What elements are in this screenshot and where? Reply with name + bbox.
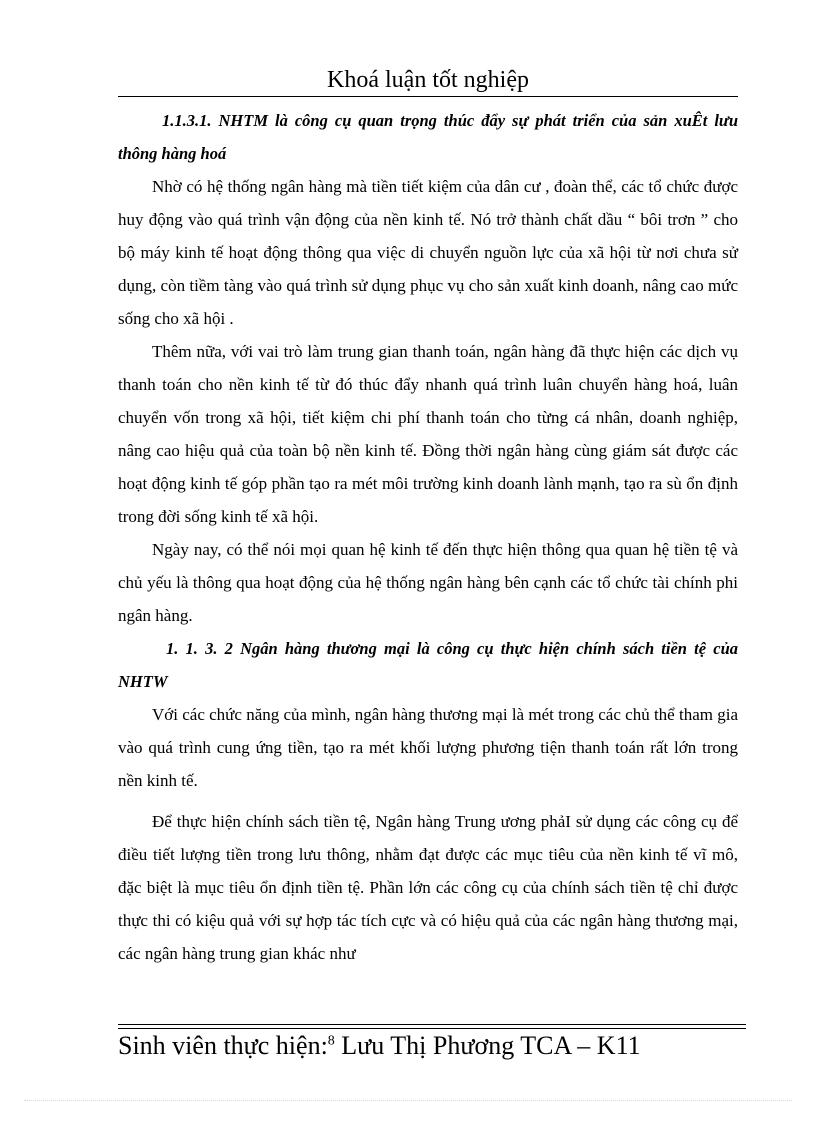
page-number: 8 [327, 1033, 335, 1049]
paragraph-1: Nhờ có hệ thống ngân hàng mà tiền tiết kiệm của dân cư , đoàn thể, các tổ chức được huy động vào quá trình vận động của nền kinh tế. Nó trở thành chất dầu “ bôi trơn ” cho bộ máy kinh tế hoạt động thông qua việc di chuyển nguồn lực của xã hội từ nơi chưa sử dụng, còn tiềm tàng vào quá trình sử dụng phục vụ cho sản xuất kinh doanh, nâng cao mức sống cho xã hội . [118, 177, 738, 328]
section-heading-1-1-3-2: 1. 1. 3. 2 Ngân hàng thương mại là công cụ thực hiện chính sách tiền tệ của NHTW [118, 639, 738, 691]
page-footer [118, 1030, 714, 1062]
header-rule [118, 96, 738, 97]
paragraph-4: Với các chức năng của mình, ngân hàng thương mại là mét trong các chủ thể tham gia vào quá trình cung ứng tiền, tạo ra mét khối lượng phương tiện thanh toán rất lớn trong nền kinh tế. [118, 705, 738, 790]
footer-student-label: Sinh viên thực hiện: [118, 1031, 328, 1060]
footer-rule-top [118, 1024, 746, 1025]
section-heading-1-1-3-1: 1.1.3.1. NHTM là công cụ quan trọng thúc đẩy sự phát triển của sản xuÊt lưu thông hàng hoá [118, 111, 738, 163]
paragraph-2: Thêm nữa, với vai trò làm trung gian thanh toán, ngân hàng đã thực hiện các dịch vụ thanh toán cho nền kinh tế từ đó thúc đẩy nhanh quá trình luân chuyển hàng hoá, luân chuyển vốn trong xã hội, tiết kiệm chi phí thanh toán cho từng cá nhân, doanh nghiệp, nâng cao hiệu quả của toàn bộ nền kinh tế. Đồng thời ngân hàng cùng giám sát được các hoạt động kinh tế góp phần tạo ra mét môi trường kinh doanh lành mạnh, tạo ra sù ổn định trong đời sống kinh tế xã hội. [118, 342, 738, 526]
page-header-title: Khoá luận tốt nghiệp [327, 67, 529, 93]
footer-student-name: Lưu Thị Phương TCA – K11 [334, 1031, 641, 1060]
paragraph-5: Để thực hiện chính sách tiền tệ, Ngân hàng Trung ương phảI sử dụng các công cụ để điều tiết lượng tiền trong lưu thông, nhằm đạt được các mục tiêu của nền kinh tế vĩ mô, đặc biệt là mục tiêu ổn định tiền tệ. Phần lớn các công cụ của chính sách tiền tệ chỉ được thực thi có kiệu quả với sự hợp tác tích cực và có hiệu quả của các ngân hàng thương mại, các ngân hàng trung gian khác như [118, 812, 738, 963]
document-body [118, 104, 738, 970]
page-bottom-border [24, 1100, 792, 1101]
footer-rule-bottom [118, 1028, 746, 1029]
paragraph-3: Ngày nay, có thể nói mọi quan hệ kinh tế đến thực hiện thông qua quan hệ tiền tệ và chủ yếu là thông qua hoạt động của hệ thống ngân hàng bên cạnh các tổ chức tài chính phi ngân hàng. [118, 540, 738, 625]
